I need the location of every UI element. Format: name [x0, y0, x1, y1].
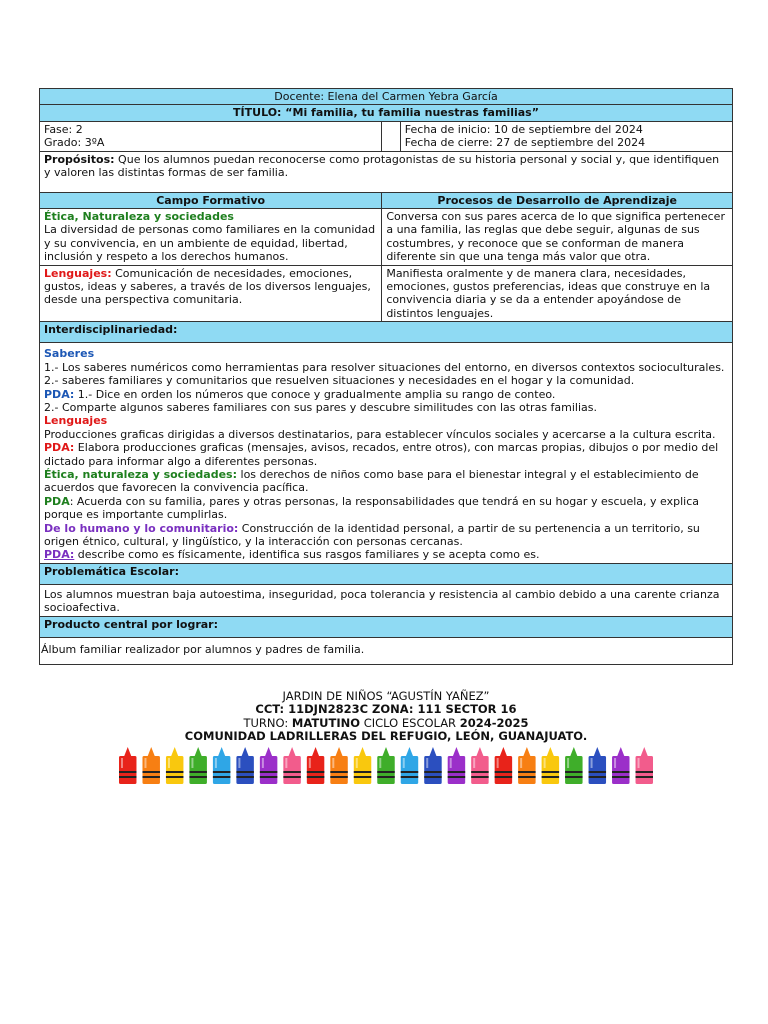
crayon-icon [142, 747, 159, 784]
grado: Grado: 3ºA [44, 136, 105, 150]
crayon-icon [401, 747, 418, 784]
crayon-icon [377, 747, 394, 784]
lenguajes-title: Lenguajes [44, 414, 108, 428]
campo-lenguajes-cell [40, 265, 382, 322]
crayon-icon [565, 747, 582, 784]
campo-lenguajes-text: Comunicación de necesidades, emociones, gustos, ideas y saberes, a través de los diversos lenguajes, desde una perspectiva comunitaria. [44, 266, 371, 307]
saberes-2: 2.- saberes familiares y comunitarios que resuelven situaciones y necesidades en el hogar y la comunidad. [44, 374, 635, 388]
proceso-etica-cell: Conversa con sus pares acerca de lo que significa pertenecer a una familia, las reglas que debe seguir, algunas de sus costumbres, y reconoce que se conforman de manera diferente sin que una tenga más valor que otra. [382, 209, 733, 266]
school-footer [39, 690, 733, 744]
etica-text: los derechos de niños como base para el bienestar integral y el establecimiento de acuerdos que favorecen la convivencia pacífica. [44, 467, 699, 495]
procesos-header: Procesos de Desarrollo de Aprendizaje [382, 192, 733, 208]
saberes-1: 1.- Los saberes numéricos como herramientas para resolver situaciones del entorno, en diversos contextos socioculturales. [44, 360, 725, 374]
ciclo-label: CICLO ESCOLAR [360, 715, 460, 730]
pda-saberes-2: 2.- Comparte algunos saberes familiares con sus pares y descubre similitudes con las otras familias. [44, 400, 598, 414]
crayon-icon [189, 747, 206, 784]
crayon-icon [119, 747, 136, 784]
pda-lenguajes-text: Elabora producciones graficas (mensajes, avisos, recados, entre otros), con marcas propias, dibujos o por medio del dictado para informar algo a diferentes personas. [44, 441, 719, 468]
pda-etica-text: : Acuerda con su familia, pares y otras personas, la responsabilidades que tendrá en su hogar y escuela, y explica porque es importante cumplirlas. [44, 494, 700, 522]
fecha-inicio: Fecha de inicio: 10 de septiembre del 2024 [404, 122, 643, 136]
school-name: JARDIN DE NIÑOS “AGUSTÍN YAÑEZ” [282, 689, 490, 703]
planning-table [39, 88, 733, 665]
pda-saberes [44, 388, 728, 401]
turno-value: MATUTINO [291, 715, 361, 730]
etica-block [44, 468, 728, 495]
crayon-icon [495, 747, 512, 784]
pda-humano-text: describe como es físicamente, identifica sus rasgos familiares y se acepta como es. [74, 548, 540, 562]
crayon-icon [307, 747, 324, 784]
turno-label: TURNO: [243, 715, 292, 730]
docente-cell: Docente: Elena del Carmen Yebra García [40, 89, 733, 105]
crayon-icon [448, 747, 465, 784]
humano-text: Construcción de la identidad personal, a partir de su pertenencia a un territorio, su origen étnico, cultural, y lingüístico, y la interacción con personas cercanas. [44, 521, 700, 548]
planning-sheet [39, 88, 733, 665]
pda-humano [44, 548, 728, 561]
crayon-icon [354, 747, 371, 784]
pda-lenguajes [44, 441, 728, 468]
crayon-icon [612, 747, 629, 784]
crayons-decoration [117, 746, 657, 786]
ciclo-value: 2024-2025 [459, 715, 529, 730]
propositos-cell [40, 151, 733, 192]
fecha-cierre: Fecha de cierre: 27 de septiembre del 2024 [404, 136, 646, 150]
crayon-icon [213, 747, 230, 784]
humano-title: De lo humano y lo comunitario: [44, 521, 239, 535]
crayon-icon [260, 747, 277, 784]
propositos-text: Que los alumnos puedan reconocerse como protagonistas de su historia personal y social y, que identifiquen y valoren las distintas formas de ser familia. [44, 152, 720, 180]
crayon-icon [424, 747, 441, 784]
fase: Fase: 2 [44, 122, 83, 136]
problematica-text: Los alumnos muestran baja autoestima, inseguridad, poca tolerancia y resistencia al cambio debido a una carente crianza socioafectiva. [40, 584, 733, 616]
pda-saberes-label: PDA: [44, 387, 75, 401]
interdisciplinariedad-body [40, 343, 733, 564]
pda-etica-label: PDA [44, 494, 70, 508]
lenguajes-text: Producciones graficas dirigidas a diversos destinatarios, para establecer vínculos sociales y acercarse a la cultura escrita. [44, 427, 716, 441]
crayon-icon [542, 747, 559, 784]
cct-line: CCT: 11DJN2823C ZONA: 111 SECTOR 16 [255, 702, 517, 717]
fase-grado-cell [40, 121, 382, 151]
campo-etica-title: Ética, Naturaleza y sociedades [44, 210, 234, 224]
pda-etica [44, 495, 728, 522]
pda-saberes-text: 1.- Dice en orden los números que conoce y gradualmente amplia su rango de conteo. [74, 387, 556, 401]
crayon-icon [236, 747, 253, 784]
crayon-icon [471, 747, 488, 784]
pda-lenguajes-label: PDA: [44, 441, 75, 455]
crayon-icon [518, 747, 535, 784]
campo-formativo-header: Campo Formativo [40, 192, 382, 208]
campo-lenguajes-title: Lenguajes: [44, 266, 112, 280]
crayon-icon [330, 747, 347, 784]
problematica-header: Problemática Escolar: [40, 563, 733, 584]
proceso-lenguajes-cell: Manifiesta oralmente y de manera clara, necesidades, emociones, gustos preferencias, ideas que construye en la convivencia diaria y se da a entender apoyándose de distintos lenguajes. [382, 265, 733, 322]
etica-title: Ética, naturaleza y sociedades: [44, 467, 238, 481]
crayon-icon [589, 747, 606, 784]
comunidad-line: COMUNIDAD LADRILLERAS DEL REFUGIO, LEÓN, GUANAJUATO. [184, 729, 588, 744]
campo-etica-cell [40, 209, 382, 266]
humano-block [44, 522, 728, 549]
crayon-icon [166, 747, 183, 784]
saberes-title: Saberes [44, 347, 95, 361]
fechas-cell [382, 121, 733, 151]
producto-header: Producto central por lograr: [40, 616, 733, 637]
crayon-icon [636, 747, 653, 784]
campo-etica-text: La diversidad de personas como familiares en la comunidad y su convivencia, en un ambiente de equidad, libertad, inclusión y respeto a los derechos humanos. [44, 223, 376, 264]
producto-text: Álbum familiar realizador por alumnos y padres de familia. [40, 637, 733, 664]
propositos-label: Propósitos: [44, 152, 115, 166]
pda-humano-label: PDA: [44, 548, 75, 562]
crayon-icon [283, 747, 300, 784]
interdisciplinariedad-header: Interdisciplinariedad: [40, 322, 733, 343]
titulo-cell: TÍTULO: “Mi familia, tu familia nuestras familias” [40, 105, 733, 121]
